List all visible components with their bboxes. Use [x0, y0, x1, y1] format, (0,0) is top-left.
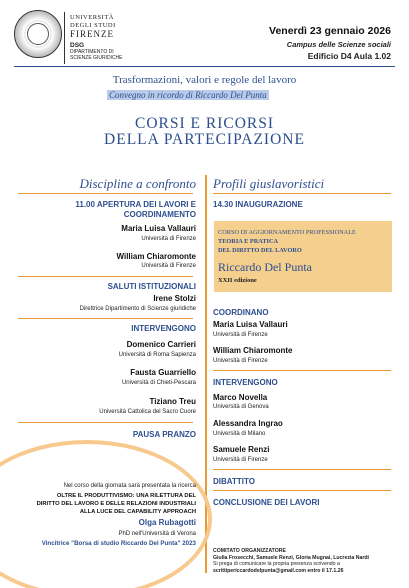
intervengono-label: INTERVENGONO — [131, 324, 196, 333]
speaker-name: William Chiaromonte — [116, 252, 196, 261]
dibattito-label: DIBATTITO — [213, 477, 255, 486]
section-rule — [18, 422, 193, 423]
header-divider — [14, 66, 395, 67]
ricerca-author: Olga Rubagotti — [138, 518, 196, 527]
ricerca-role: PhD nell'Università di Verona — [118, 531, 196, 537]
speaker-affiliation: Università di Firenze — [213, 457, 268, 463]
speaker-name: Maria Luisa Vallauri — [121, 224, 196, 233]
comitato-email: scrittipericcardodelpunta@gmail.com entro il 17.1.26 — [213, 567, 344, 574]
speaker-affiliation: Università di Firenze — [213, 358, 268, 364]
logo-divider — [64, 12, 65, 64]
speaker-name: Maria Luisa Vallauri — [213, 320, 288, 329]
section-rule — [213, 469, 391, 470]
comitato-block — [213, 548, 398, 574]
speaker-affiliation: Università di Firenze — [213, 332, 268, 338]
department-logo — [70, 43, 123, 61]
course-box-text — [218, 228, 398, 255]
pausa-label: PAUSA PRANZO — [132, 430, 196, 439]
uni-line2: DEGLI STUDI — [70, 22, 116, 29]
ricerca-prize: Vincitrice "Borsa di studio Riccardo Del Punta" 2023 — [41, 540, 196, 547]
ricerca-title-line2: DIRITTO DEL LAVORO E DELLE RELAZIONI INDUSTRIALI — [36, 501, 196, 507]
course-edition: XXII edizione — [218, 277, 257, 284]
left-heading-rule — [18, 193, 193, 194]
course-line1: CORSO DI AGGIORNAMENTO PROFESSIONALE — [218, 229, 356, 236]
comitato-info1: Si prega di comunicare la propria presenza scrivendo a — [213, 561, 340, 567]
speaker-affiliation: Università di Firenze — [141, 236, 196, 242]
event-place: Campus delle Scienze sociali — [286, 40, 391, 49]
section-rule — [18, 276, 193, 277]
speaker-name: Domenico Carrieri — [126, 340, 196, 349]
dsg-line2: SCIENZE GIURIDICHE — [70, 55, 123, 61]
speaker-affiliation: Università di Roma Sapienza — [118, 352, 196, 358]
section-rule — [213, 490, 391, 491]
comitato-names: Giulia Frosecchi, Samuele Renzi, Gloria Mugnai, Lucrezia Nardi — [213, 554, 369, 561]
ricerca-title-line3: ALLA LUCE DEL CAPABILITY APPROACH — [79, 509, 196, 515]
main-title — [0, 116, 409, 148]
inauguration-label: 14.30 INAUGURAZIONE — [213, 200, 303, 209]
speaker-name: Fausta Guarriello — [130, 368, 196, 377]
speaker-name: Irene Stolzi — [153, 294, 196, 303]
speaker-affiliation: Direttrice Dipartimento di Scienze giuridiche — [79, 306, 196, 312]
speaker-name: Samuele Renzi — [213, 445, 270, 454]
speaker-affiliation: Università di Genova — [213, 404, 269, 410]
university-logo-text — [70, 14, 116, 40]
speaker-affiliation: Università di Firenze — [141, 263, 196, 269]
speaker-name: Tiziano Treu — [149, 397, 196, 406]
speaker-name: William Chiaromonte — [213, 346, 293, 355]
ricerca-intro: Nel corso della giornata sarà presentata la ricerca — [63, 483, 196, 489]
left-heading: Discipline a confronto — [79, 176, 196, 191]
uni-line1: UNIVERSITÀ — [70, 14, 114, 21]
event-date: Venerdì 23 gennaio 2026 — [269, 25, 391, 37]
uni-line3: FIRENZE — [70, 29, 114, 39]
right-heading: Profili giuslavoristici — [213, 176, 325, 191]
course-line3: DEL DIRITTO DEL LAVORO — [218, 247, 302, 254]
comitato-title: COMITATO ORGANIZZATORE — [213, 548, 287, 554]
right-heading-rule — [213, 193, 391, 194]
ricerca-title-line1: OLTRE IL PRODUTTIVISMO: UNA RILETTURA DEL — [56, 493, 196, 499]
dsg-line1: DIPARTIMENTO DI — [70, 49, 114, 55]
convegno-highlight: Convegno in ricordo di Riccardo Del Punta — [109, 90, 267, 100]
opening-session — [18, 200, 196, 220]
speaker-name: Alessandra Ingrao — [213, 419, 283, 428]
event-room: Edificio D4 Aula 1.02 — [307, 51, 391, 61]
saluti-label: SALUTI ISTITUZIONALI — [107, 282, 196, 291]
speaker-affiliation: Università Cattolica del Sacro Cuore — [99, 409, 196, 415]
course-honoree: Riccardo Del Punta — [218, 260, 312, 274]
dsg-short: DSG — [70, 42, 85, 49]
coordinano-label: COORDINANO — [213, 308, 269, 317]
university-seal-icon — [14, 10, 62, 58]
ricerca-title — [8, 492, 196, 516]
main-title-line2: DELLA PARTECIPAZIONE — [104, 131, 305, 148]
section-rule — [18, 318, 193, 319]
opening-label: 11.00 APERTURA DEI LAVORI E COORDINAMENTO — [75, 200, 196, 219]
section-rule — [213, 370, 391, 371]
conclusione-label: CONCLUSIONE DEI LAVORI — [213, 498, 320, 507]
intervengono-label: INTERVENGONO — [213, 378, 278, 387]
main-title-line1: CORSI E RICORSI — [134, 115, 275, 132]
speaker-affiliation: Università di Chieti-Pescara — [121, 380, 196, 386]
subtitle: Trasformazioni, valori e regole del lavoro — [112, 74, 297, 86]
speaker-affiliation: Università di Milano — [213, 431, 266, 437]
course-line2: TEORIA E PRATICA — [218, 238, 279, 245]
speaker-name: Marco Novella — [213, 393, 268, 402]
